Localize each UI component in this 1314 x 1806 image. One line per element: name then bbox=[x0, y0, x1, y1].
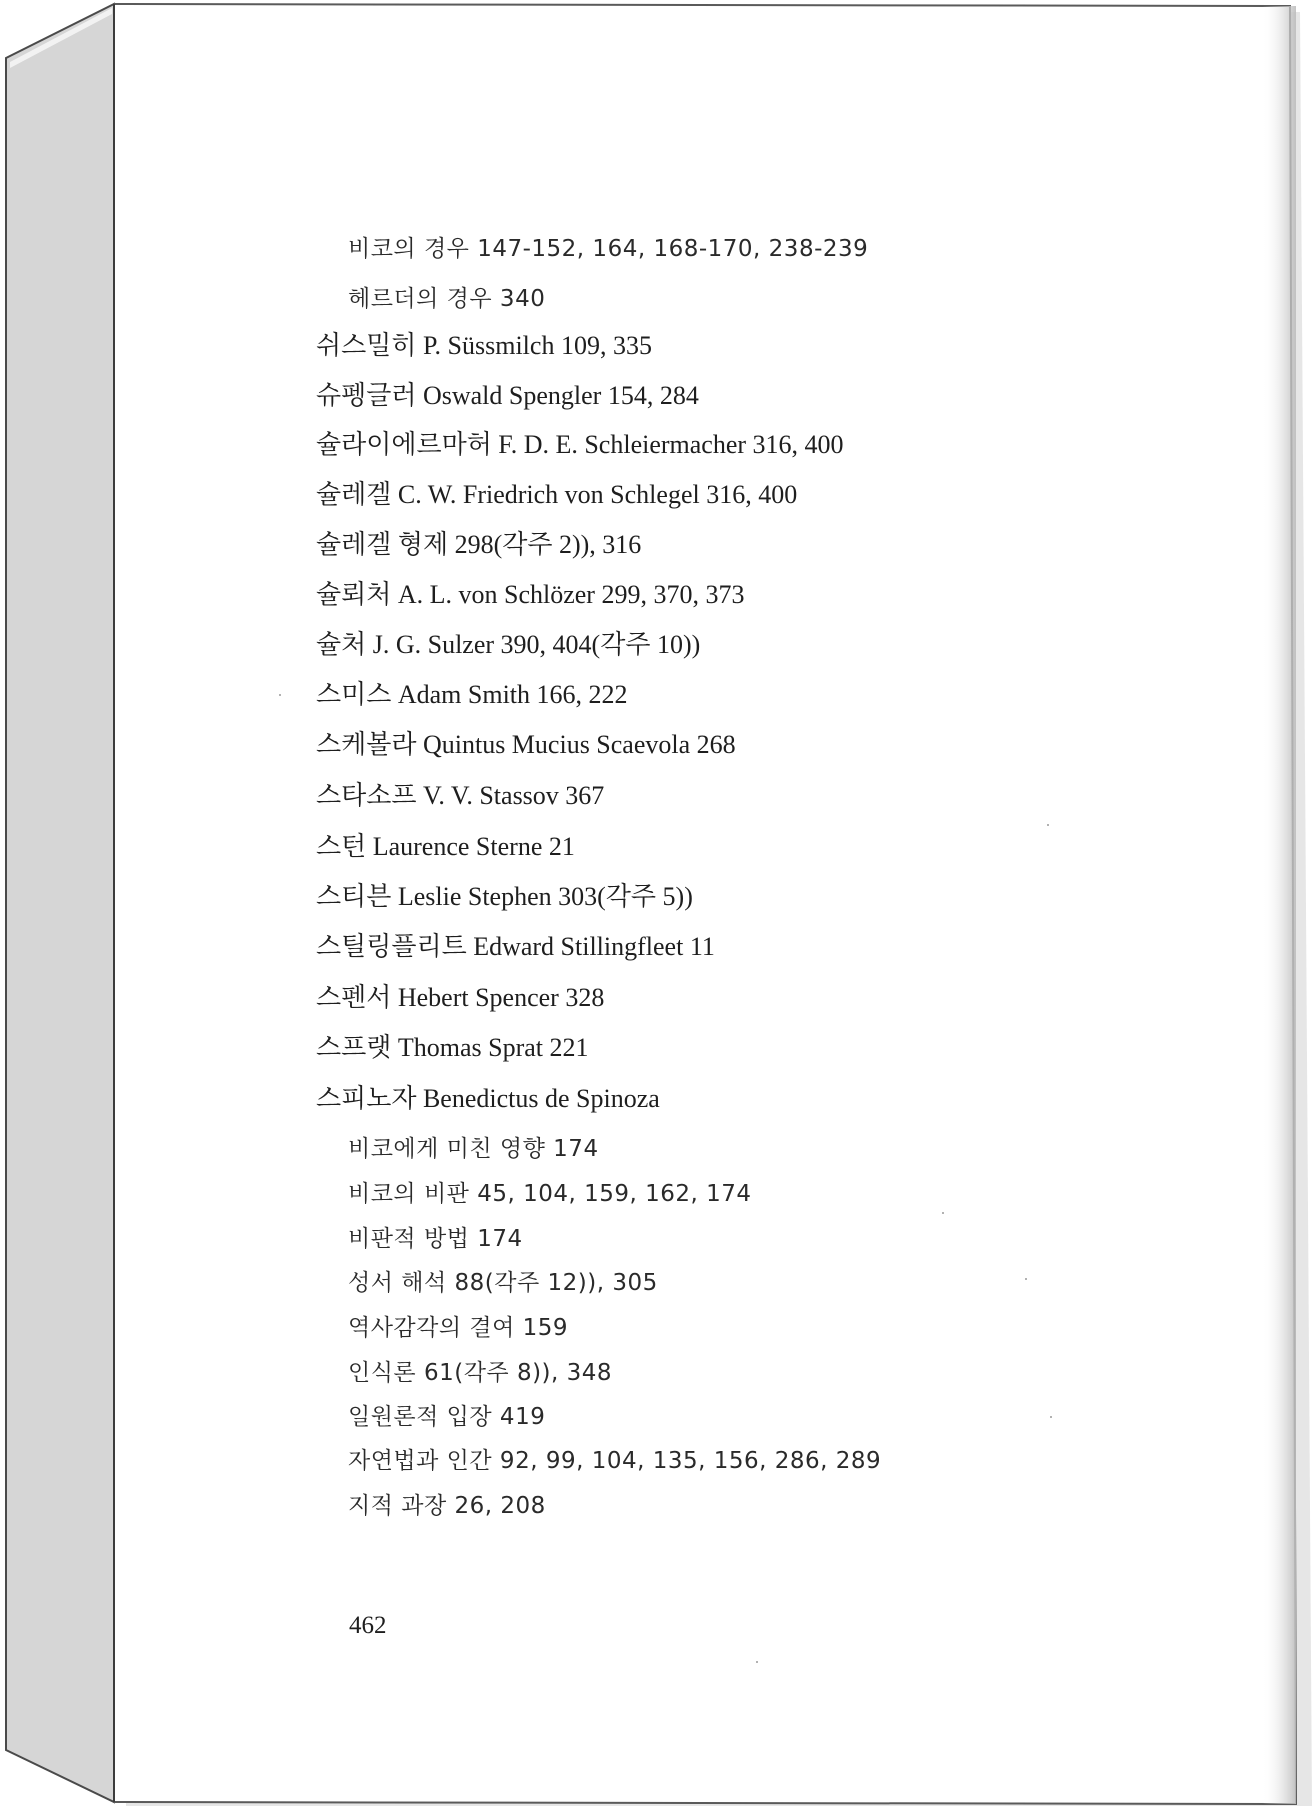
scan-speck bbox=[279, 694, 281, 696]
index-subentry: 자연법과 인간 92, 99, 104, 135, 156, 286, 289 bbox=[348, 1448, 882, 1474]
index-subentry: 성서 해석 88(각주 12)), 305 bbox=[348, 1270, 658, 1296]
scan-speck bbox=[1025, 1278, 1027, 1280]
index-entry: 슈펭글러 Oswald Spengler 154, 284 bbox=[316, 381, 699, 410]
index-entry: 슐처 J. G. Sulzer 390, 404(각주 10)) bbox=[316, 630, 701, 659]
index-subentry: 일원론적 입장 419 bbox=[348, 1404, 546, 1430]
index-subentry: 지적 과장 26, 208 bbox=[348, 1493, 546, 1519]
page-number: 462 bbox=[349, 1612, 387, 1639]
scan-speck bbox=[1047, 824, 1049, 826]
index-subentry: 비코의 경우 147-152, 164, 168-170, 238-239 bbox=[348, 236, 869, 262]
index-entry: 스턴 Laurence Sterne 21 bbox=[316, 832, 575, 861]
index-subentry: 비코에게 미친 영향 174 bbox=[348, 1136, 599, 1162]
index-entry: 스프랫 Thomas Sprat 221 bbox=[316, 1033, 589, 1062]
index-entry: 스펜서 Hebert Spencer 328 bbox=[316, 983, 605, 1012]
index-entry: 스미스 Adam Smith 166, 222 bbox=[316, 680, 628, 709]
index-entry: 스티븐 Leslie Stephen 303(각주 5)) bbox=[316, 882, 693, 911]
index-subentry: 헤르더의 경우 340 bbox=[348, 286, 546, 312]
index-entry: 슐레겔 형제 298(각주 2)), 316 bbox=[316, 530, 642, 559]
index-entry: 슐뢰처 A. L. von Schlözer 299, 370, 373 bbox=[316, 580, 745, 609]
index-entry: 슐레겔 C. W. Friedrich von Schlegel 316, 400 bbox=[316, 480, 798, 509]
index-subentry: 비코의 비판 45, 104, 159, 162, 174 bbox=[348, 1181, 752, 1207]
index-entry: 스케볼라 Quintus Mucius Scaevola 268 bbox=[316, 730, 736, 759]
scan-speck bbox=[1050, 1416, 1052, 1418]
index-entry: 쉬스밀히 P. Süssmilch 109, 335 bbox=[316, 331, 652, 360]
index-subentry: 역사감각의 결여 159 bbox=[348, 1315, 569, 1341]
index-subentry: 인식론 61(각주 8)), 348 bbox=[348, 1360, 613, 1386]
index-entry: 스틸링플리트 Edward Stillingfleet 11 bbox=[316, 932, 715, 961]
index-entry: 슐라이에르마허 F. D. E. Schleiermacher 316, 400 bbox=[316, 430, 844, 459]
index-entry: 스피노자 Benedictus de Spinoza bbox=[316, 1084, 660, 1113]
scan-speck bbox=[756, 1661, 758, 1663]
scan-speck bbox=[942, 1212, 944, 1214]
index-entry: 스타소프 V. V. Stassov 367 bbox=[316, 781, 605, 810]
index-subentry: 비판적 방법 174 bbox=[348, 1226, 523, 1252]
